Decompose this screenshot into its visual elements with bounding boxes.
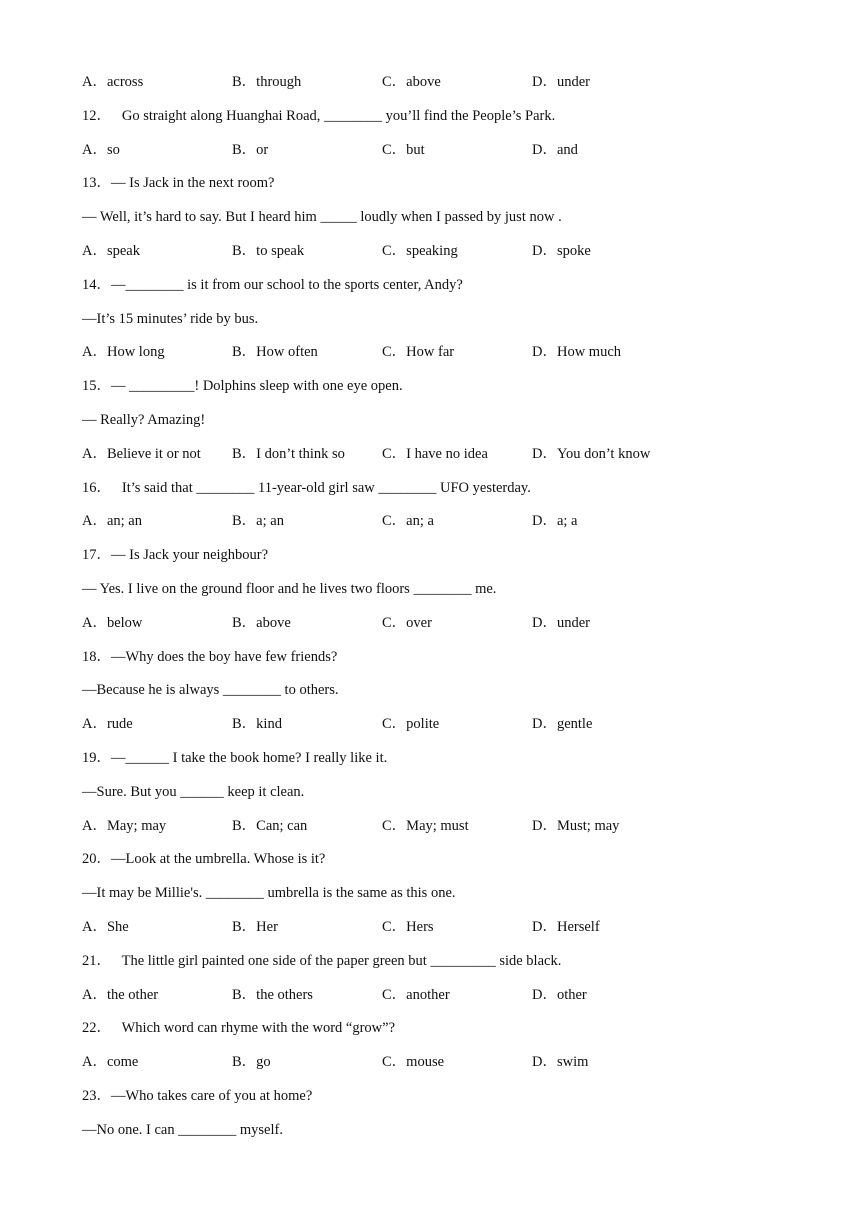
answer-options-row [82, 438, 802, 472]
answer-option-b: B．Her [232, 918, 278, 935]
answer-option-b: B．the others [232, 986, 313, 1003]
answer-option-a: A．so [82, 141, 120, 158]
question-text-line: — Yes. I live on the ground floor and he lives two floors ________ me. [82, 580, 497, 597]
answer-option-c: C．but [382, 141, 425, 158]
answer-option-c: C．I have no idea [382, 445, 488, 462]
question-text-line: —Sure. But you ______ keep it clean. [82, 783, 305, 800]
answer-option-d: D．other [532, 986, 587, 1003]
question-text-line: — Well, it’s hard to say. But I heard him _____ loudly when I passed by just now . [82, 209, 562, 226]
answer-option-b: B．How often [232, 344, 318, 361]
answer-option-c: C．above [382, 74, 441, 90]
question-text-line: —No one. I can ________ myself. [82, 1121, 283, 1138]
answer-option-a: A．May; may [82, 817, 167, 834]
answer-options-row [82, 979, 802, 1013]
answer-option-b: B．go [232, 1054, 271, 1071]
answer-option-c: C．mouse [382, 1054, 445, 1071]
answer-options-row [82, 708, 802, 742]
answer-option-d: D．How much [532, 344, 622, 361]
answer-option-c: C．an; a [382, 513, 434, 530]
answer-options-row [82, 336, 802, 370]
answer-option-d: D．spoke [532, 242, 591, 259]
answer-option-b: B．kind [232, 716, 282, 733]
answer-option-a: A．How long [82, 344, 165, 361]
answer-option-b: B．a; an [232, 513, 284, 530]
answer-options-row [82, 1046, 802, 1080]
answer-option-c: C．over [382, 614, 432, 631]
question-text-line: 23．—Who takes care of you at home? [82, 1087, 313, 1104]
answer-option-c: C．May; must [382, 817, 469, 834]
question-text-line: 18．—Why does the boy have few friends? [82, 648, 338, 665]
answer-option-d: D．under [532, 614, 590, 631]
answer-option-c: C．polite [382, 716, 440, 733]
question-text-line: —It’s 15 minutes’ ride by bus. [82, 310, 259, 327]
question-text-line: 16． It’s said that ________ 11-year-old girl saw ________ UFO yesterday. [82, 479, 531, 496]
question-text-line: 13．— Is Jack in the next room? [82, 175, 275, 192]
answer-option-b: B．to speak [232, 242, 305, 259]
question-text-line: — Really? Amazing! [82, 411, 206, 428]
answer-option-d: D．and [532, 141, 578, 158]
answer-options-row [82, 810, 802, 844]
question-text-line: 14．—________ is it from our school to the sports center, Andy? [82, 276, 463, 293]
question-text-line: 15．— _________! Dolphins sleep with one eye open. [82, 378, 403, 395]
answer-option-c: C．Hers [382, 918, 434, 935]
answer-option-d: D．Herself [532, 918, 600, 935]
answer-option-b: B．I don’t think so [232, 445, 345, 462]
question-text-line: —It may be Millie's. ________ umbrella is the same as this one. [82, 885, 456, 902]
answer-option-a: A．come [82, 1054, 139, 1071]
answer-options-row [82, 235, 802, 269]
answer-option-a: A．Believe it or not [82, 445, 201, 462]
answer-option-d: D．swim [532, 1054, 589, 1071]
answer-option-c: C．How far [382, 344, 455, 361]
answer-option-a: A．the other [82, 986, 159, 1003]
question-text-line: —Because he is always ________ to others. [82, 682, 339, 699]
question-text-line: 20．—Look at the umbrella. Whose is it? [82, 851, 326, 868]
answer-option-c: C．another [382, 986, 450, 1003]
answer-option-b: B．or [232, 141, 269, 158]
answer-option-a: A．an; an [82, 513, 142, 530]
exam-page [82, 66, 802, 1148]
answer-options-row [82, 911, 802, 945]
answer-options-row [82, 66, 802, 100]
question-text-line: 21． The little girl painted one side of the paper green but _________ side black. [82, 952, 562, 969]
answer-option-b: B．above [232, 614, 291, 631]
question-text-line: 17．— Is Jack your neighbour? [82, 547, 269, 564]
question-text-line: 19．—______ I take the book home? I really like it. [82, 749, 388, 766]
answer-option-c: C．speaking [382, 242, 458, 259]
question-text-line: 12． Go straight along Huanghai Road, ________ you’ll find the People’s Park. [82, 107, 556, 124]
answer-option-a: A．below [82, 614, 143, 631]
answer-option-d: D．gentle [532, 716, 593, 733]
answer-option-b: B．through [232, 74, 302, 90]
answer-option-d: D．You don’t know [532, 445, 651, 462]
answer-option-d: D．Must; may [532, 817, 620, 834]
answer-option-a: A．rude [82, 716, 133, 733]
answer-option-b: B．Can; can [232, 817, 308, 834]
answer-options-row [82, 134, 802, 168]
answer-option-d: D．a; a [532, 513, 578, 530]
question-text-line: 22． Which word can rhyme with the word “grow”? [82, 1020, 396, 1037]
answer-option-a: A．across [82, 74, 144, 90]
answer-option-a: A．speak [82, 242, 140, 259]
answer-option-a: A．She [82, 918, 129, 935]
answer-options-row [82, 607, 802, 641]
answer-option-d: D．under [532, 74, 590, 90]
answer-options-row [82, 505, 802, 539]
